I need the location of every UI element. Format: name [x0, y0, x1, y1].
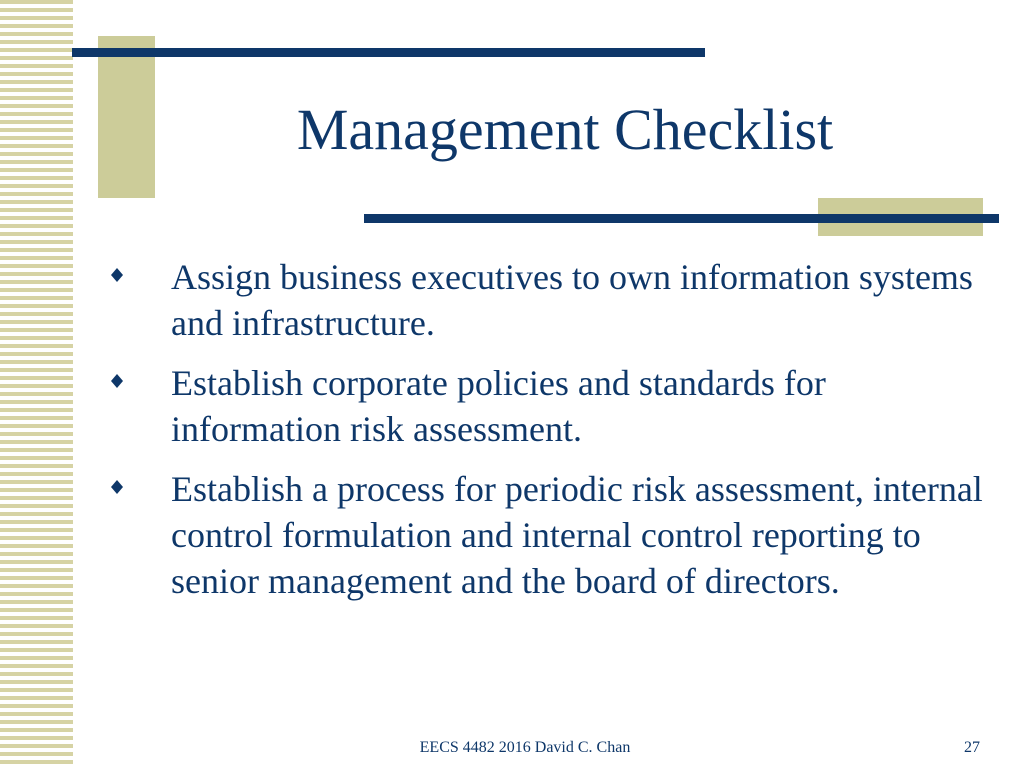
- bullet-text: Assign business executives to own information systems and infrastructure.: [171, 257, 973, 343]
- decorative-block-top: [98, 36, 155, 198]
- diamond-icon: [108, 372, 126, 390]
- footer-course-author: EECS 4482 2016 David C. Chan: [419, 739, 631, 756]
- diamond-icon: [108, 478, 126, 496]
- bullet-text: Establish a process for periodic risk assessment, internal control formulation and internal control reporting to senior management and the board of directors.: [171, 469, 983, 601]
- bullet-item: [104, 466, 984, 604]
- title-rule-bottom: [364, 214, 999, 223]
- slide-title: Management Checklist: [296, 97, 834, 162]
- diamond-icon: [108, 266, 126, 284]
- bullet-text: Establish corporate policies and standards for information risk assessment.: [171, 363, 826, 449]
- page-number: 27: [964, 739, 980, 756]
- bullet-item: [104, 254, 984, 346]
- bullet-item: [104, 360, 984, 452]
- left-stripe-border: [0, 0, 73, 768]
- bullet-list: [104, 254, 984, 618]
- title-rule-top: [72, 48, 705, 57]
